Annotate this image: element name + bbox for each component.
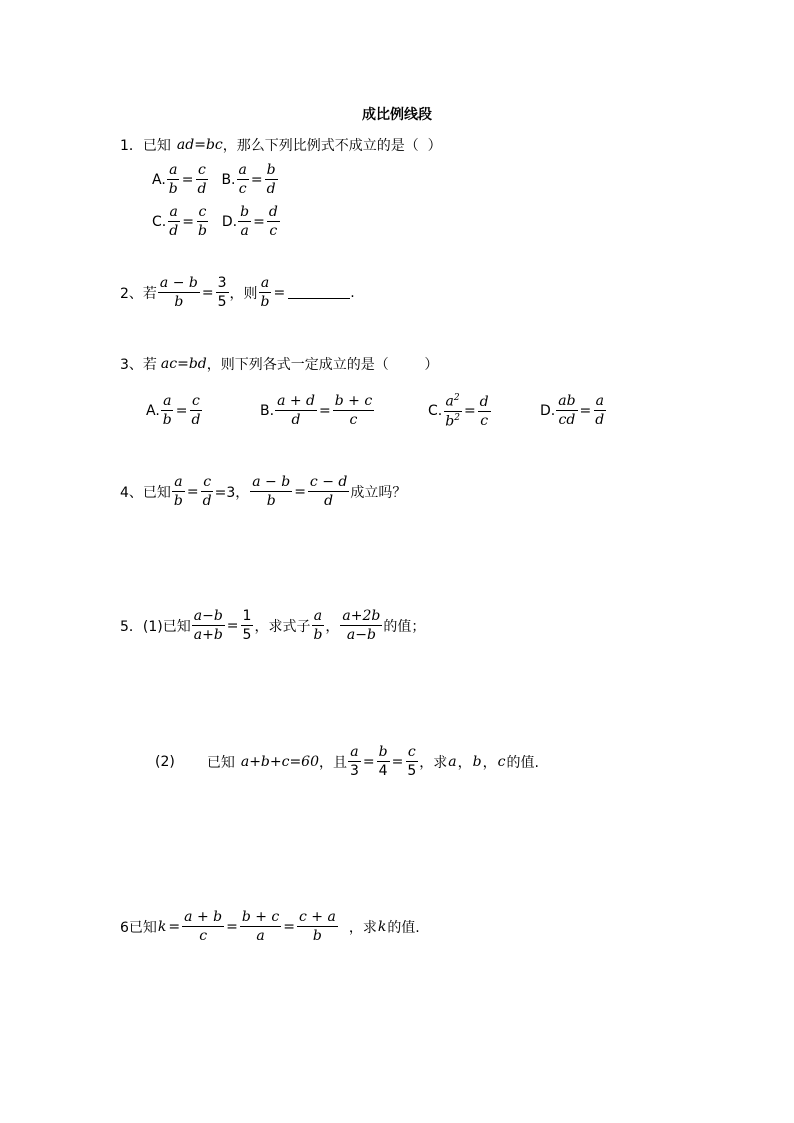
frac-denominator: c bbox=[199, 928, 208, 945]
q1-option-a[interactable] bbox=[152, 162, 209, 197]
frac-denominator: cd bbox=[558, 412, 576, 429]
q5b-prefix: 已知 bbox=[206, 754, 235, 771]
q3-option-a[interactable] bbox=[146, 393, 203, 428]
q1-option-d[interactable] bbox=[222, 204, 281, 239]
q3-option-c[interactable] bbox=[428, 393, 492, 430]
frac-numerator: a bbox=[168, 204, 180, 222]
frac-denominator bbox=[443, 412, 462, 430]
frac-denominator: b bbox=[174, 294, 184, 311]
frac-denominator: b bbox=[313, 627, 323, 644]
q1-text: ，那么下列比例式不成立的是（ ） bbox=[222, 138, 442, 154]
question-2 bbox=[120, 275, 355, 310]
frac-numerator: a bbox=[161, 393, 173, 411]
exponent: 2 bbox=[454, 412, 460, 423]
q3-prefix: 3、若 bbox=[120, 357, 157, 373]
q1-option-d-label: D. bbox=[221, 213, 238, 230]
frac-denominator: c bbox=[349, 412, 358, 429]
equals-sign: = bbox=[226, 617, 239, 634]
q1-option-a-label: A. bbox=[152, 171, 166, 188]
frac-denominator: b bbox=[162, 412, 172, 429]
frac-numerator: a − b bbox=[158, 275, 200, 293]
equals-sign: = bbox=[362, 753, 375, 770]
question-5-part-1 bbox=[120, 608, 425, 643]
frac-denominator: a−b bbox=[346, 627, 376, 644]
q5b-mid: ，且 bbox=[319, 754, 347, 771]
frac-denominator: d bbox=[595, 412, 605, 429]
question-6 bbox=[120, 909, 420, 944]
frac-denominator: d bbox=[291, 412, 301, 429]
q1-option-b[interactable] bbox=[221, 162, 278, 197]
frac-denominator: 3 bbox=[350, 763, 359, 780]
q3-option-d-label: D. bbox=[540, 402, 556, 419]
answer-blank[interactable] bbox=[288, 286, 350, 299]
equals-sign: = bbox=[186, 483, 199, 500]
equals-sign: = bbox=[294, 483, 306, 500]
q4-suffix: 成立吗？ bbox=[350, 484, 407, 501]
exponent: 2 bbox=[453, 393, 460, 403]
variable-c: c bbox=[497, 753, 506, 770]
question-5-part-2 bbox=[155, 744, 539, 779]
frac-denominator: a bbox=[240, 223, 249, 240]
q5b-condition: a+b+c=60 bbox=[240, 753, 319, 770]
q2-prefix: 2、若 bbox=[120, 285, 157, 302]
variable-k: k bbox=[157, 918, 167, 935]
q1-option-c-label: C. bbox=[152, 213, 167, 230]
equals-sign: = bbox=[579, 402, 592, 419]
equals-sign: = bbox=[226, 918, 238, 935]
frac-numerator: 1 bbox=[241, 608, 254, 626]
q3-option-c-label: C. bbox=[428, 403, 443, 420]
equals-sign: = bbox=[273, 284, 286, 301]
frac-numerator: c bbox=[201, 474, 213, 492]
frac-denominator: c bbox=[269, 223, 278, 240]
frac-numerator: c bbox=[406, 744, 418, 762]
q1-option-b-label: B. bbox=[221, 171, 236, 188]
q5b-label: (2) bbox=[155, 753, 175, 770]
q1-condition: ad=bc bbox=[176, 137, 223, 153]
frac-denominator: b bbox=[173, 493, 183, 510]
frac-numerator: d bbox=[267, 204, 280, 222]
frac-numerator: c + a bbox=[297, 909, 338, 927]
frac-denominator: b bbox=[168, 181, 178, 198]
equals-sign: = bbox=[253, 213, 265, 230]
frac-denominator: d bbox=[169, 223, 179, 240]
q5-suffix: 的值； bbox=[383, 618, 426, 635]
frac-numerator: 3 bbox=[216, 275, 229, 293]
q5b-comma: ， bbox=[457, 754, 472, 771]
q3-text: ，则下列各式一定成立的是（ ） bbox=[206, 357, 439, 373]
equals-sign: = bbox=[250, 171, 263, 188]
equals-sign: = bbox=[391, 753, 404, 770]
frac-denominator: c bbox=[480, 412, 489, 429]
frac-numerator: a − b bbox=[250, 474, 292, 492]
frac-numerator: b bbox=[377, 744, 390, 762]
q5-prefix: 5．(1)已知 bbox=[120, 618, 191, 635]
frac-numerator: c − d bbox=[308, 474, 349, 492]
q5b-comma: ， bbox=[482, 754, 497, 771]
frac-numerator: b bbox=[238, 204, 251, 222]
frac-numerator: a−b bbox=[192, 608, 225, 626]
q5b-text: ，求 bbox=[419, 754, 448, 771]
equals-sign: = bbox=[201, 284, 214, 301]
frac-numerator: c bbox=[196, 162, 208, 180]
frac-numerator: a bbox=[259, 275, 271, 293]
frac-numerator: a bbox=[237, 162, 249, 180]
q2-mid: ，则 bbox=[229, 285, 258, 302]
frac-denominator: 4 bbox=[378, 763, 388, 780]
frac-numerator: b + c bbox=[333, 393, 374, 411]
q5-mid: ，求式子 bbox=[254, 618, 311, 635]
base: a bbox=[445, 393, 454, 410]
q5b-suffix: 的值. bbox=[506, 754, 539, 771]
frac-denominator: a+b bbox=[193, 627, 223, 644]
equals-sign: = bbox=[319, 402, 331, 419]
frac-numerator: a bbox=[594, 393, 606, 411]
frac-numerator: b bbox=[265, 162, 278, 180]
q6-prefix: 6已知 bbox=[120, 919, 157, 936]
equals-sign: = bbox=[463, 403, 476, 420]
frac-numerator: a+2b bbox=[340, 608, 382, 626]
equals-sign: = bbox=[168, 918, 181, 935]
q3-option-a-label: A. bbox=[146, 402, 160, 419]
frac-denominator: c bbox=[238, 181, 247, 198]
frac-numerator: a bbox=[167, 162, 179, 180]
frac-numerator: a + d bbox=[275, 393, 317, 411]
frac-denominator: 5 bbox=[217, 294, 227, 311]
q4-value: =3， bbox=[214, 484, 250, 501]
frac-numerator: a bbox=[312, 608, 324, 626]
question-3 bbox=[120, 354, 438, 374]
page-title: 成比例线段 bbox=[362, 107, 432, 123]
variable-b: b bbox=[472, 753, 482, 770]
q3-option-b-label: B. bbox=[260, 402, 275, 419]
q1-prefix: 1．已知 bbox=[120, 138, 171, 154]
q6-text: ，求 bbox=[348, 919, 377, 936]
q5-sep: ， bbox=[325, 618, 340, 635]
q3-condition: ac=bd bbox=[160, 356, 207, 372]
base: b bbox=[445, 413, 455, 430]
q4-prefix: 4、已知 bbox=[120, 484, 171, 501]
frac-numerator: a bbox=[348, 744, 360, 762]
frac-numerator: d bbox=[478, 394, 491, 412]
frac-denominator: d bbox=[191, 412, 201, 429]
frac-denominator: d bbox=[197, 181, 207, 198]
q1-options-row-1 bbox=[152, 162, 279, 197]
q3-option-d[interactable] bbox=[540, 393, 607, 428]
frac-numerator: c bbox=[197, 204, 209, 222]
frac-denominator: b bbox=[266, 493, 276, 510]
equals-sign: = bbox=[175, 402, 188, 419]
frac-numerator: ab bbox=[556, 393, 577, 411]
frac-denominator: a bbox=[256, 928, 265, 945]
variable-a: a bbox=[448, 753, 457, 770]
frac-denominator: b bbox=[312, 928, 322, 945]
q3-option-b[interactable] bbox=[260, 393, 375, 428]
question-4 bbox=[120, 474, 406, 509]
frac-numerator bbox=[444, 393, 462, 412]
question-1 bbox=[120, 135, 442, 155]
q1-options-row-2 bbox=[152, 204, 281, 239]
equals-sign: = bbox=[283, 918, 295, 935]
frac-denominator: d bbox=[266, 181, 276, 198]
q2-suffix: . bbox=[350, 284, 355, 301]
q6-suffix: 的值. bbox=[387, 919, 420, 936]
frac-numerator: c bbox=[190, 393, 202, 411]
frac-denominator: b bbox=[260, 294, 270, 311]
frac-numerator: a bbox=[172, 474, 184, 492]
equals-sign: = bbox=[181, 171, 194, 188]
equals-sign: = bbox=[182, 213, 194, 230]
q1-option-c[interactable] bbox=[152, 204, 210, 239]
frac-numerator: a + b bbox=[182, 909, 224, 927]
frac-denominator: b bbox=[197, 223, 207, 240]
frac-denominator: 5 bbox=[407, 763, 417, 780]
frac-denominator: d bbox=[324, 493, 334, 510]
frac-denominator: d bbox=[202, 493, 212, 510]
variable-k: k bbox=[377, 918, 387, 935]
frac-denominator: 5 bbox=[242, 627, 252, 644]
frac-numerator: b + c bbox=[240, 909, 281, 927]
